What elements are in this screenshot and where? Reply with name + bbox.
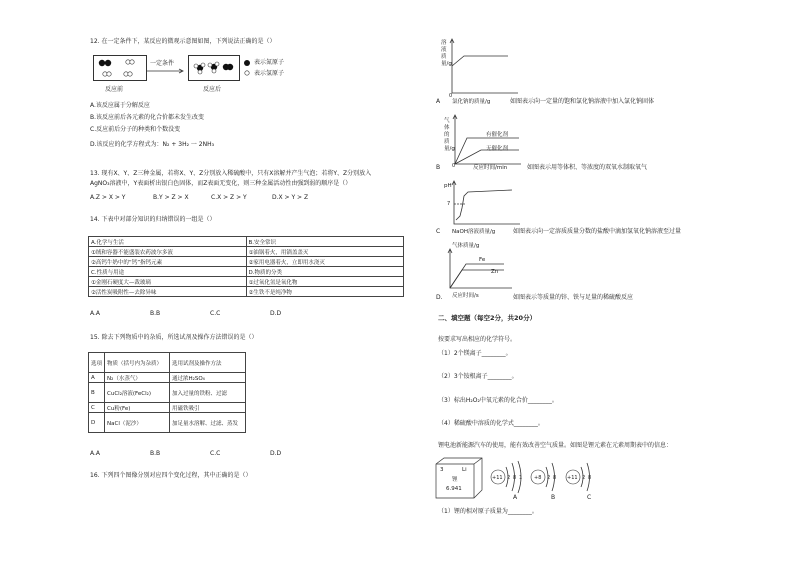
q13-line1: 13. 现有X、Y、Z三种金属，若将X、Y、Z分别放入稀硫酸中，只有X溶解并产生气泡；若将Y、Z分别放入: [90, 170, 372, 177]
element-card: [434, 456, 484, 500]
table-cell: D: [89, 413, 105, 433]
q14-option-b: B.B: [150, 310, 161, 317]
atom-b: [531, 463, 556, 491]
q15-option-d: D.D: [270, 450, 282, 457]
q15-table: [88, 352, 246, 433]
table-cell: 加入过量的铁粉、过滤: [170, 383, 246, 403]
graph-a-ylabel: 溶液质量/g: [441, 40, 452, 67]
table-cell: 通过浓H₂SO₄: [170, 373, 246, 383]
graph-d-line1: Fe: [479, 257, 486, 263]
graph-d-plot: [446, 248, 516, 290]
table-cell: N₂（水蒸气）: [105, 373, 170, 383]
table-header: 物质（括号内为杂质）: [105, 353, 170, 373]
q14-option-d: D.D: [270, 310, 282, 317]
q16-stem: 16. 下列四个图像分别对应四个变化过程，其中正确的是（）: [90, 472, 252, 479]
product-molecules: [188, 55, 240, 81]
q12-option-d: D.该反应的化学方程式为：N₂ + 3H₂ 一 2NH₃: [90, 141, 215, 148]
table-cell: Cu粉(Fe): [105, 403, 170, 413]
q15-option-c: C.C: [210, 450, 221, 457]
fill-item-1: （1）2个镁离子________。: [438, 350, 512, 357]
graph-a-origin: 0: [449, 93, 453, 99]
graph-c-xlabel: NaOH溶液质量/g: [452, 229, 496, 235]
table-row: [89, 277, 404, 287]
svg-text:8: 8: [588, 475, 592, 481]
graph-b-plot: [453, 114, 523, 166]
q13-line2: AgNO₃溶液中，Y表面析出银白色固体，而Z表面无变化，则三种金属活动性由强到弱的顺序是（）: [90, 180, 352, 187]
graph-b-ylabel: 气体的质量/g: [444, 118, 455, 152]
graph-d-letter: D.: [436, 294, 443, 301]
svg-text:2: 2: [547, 475, 551, 481]
graph-a-xlabel: 氯化钠的质量/g: [452, 99, 491, 105]
table-cell: NaCl（泥沙）: [105, 413, 170, 433]
table-row: [89, 267, 404, 277]
svg-text:8: 8: [553, 475, 557, 481]
table-cell: C.性质与用途: [89, 267, 247, 277]
table-cell: C: [89, 403, 105, 413]
q12-stem: 12. 在一定条件下，某反应的微观示意图如图，下列说法正确的是（）: [90, 38, 276, 45]
table-cell: ①金刚石硬度大—裁玻璃: [89, 277, 247, 287]
graph-b-line2: 无催化剂: [486, 146, 509, 152]
table-cell: CuCl₂溶液(FeCl₂): [105, 383, 170, 403]
graph-d-line2: Zn: [491, 269, 499, 275]
graph-d-caption: 如图表示等质量的锌、铁与足量的稀硫酸反应: [513, 294, 634, 301]
atom-label-c: C: [587, 494, 592, 501]
table-cell: ②活性炭吸附性—去除异味: [89, 287, 247, 297]
atom-a: [491, 461, 522, 493]
graph-b-origin: 0: [452, 163, 456, 169]
svg-text:+11: +11: [567, 475, 578, 481]
table-cell: 加足量水溶解、过滤、蒸发: [170, 413, 246, 433]
graph-a-caption: 如图表示向一定量的饱和氯化钠溶液中加入氯化钠固体: [510, 98, 655, 105]
table-row: [89, 247, 404, 257]
table-row: [89, 403, 246, 413]
atom-label-b: B: [551, 494, 556, 501]
svg-text:2: 2: [582, 475, 586, 481]
legend-atoms: [243, 59, 251, 79]
table-header: 选项: [89, 353, 105, 373]
table-cell: ②生铁不是纯净物: [246, 287, 404, 297]
legend-nitrogen: 表示氮原子: [254, 59, 285, 66]
reactant-molecules: [93, 55, 147, 81]
q14-table: [88, 236, 404, 297]
q14-stem: 14. 下表中对部分知识的归纳错误的一组是（）: [90, 216, 216, 223]
svg-text:+8: +8: [534, 475, 542, 481]
element-mass: 6.941: [446, 486, 462, 492]
table-cell: 用磁铁吸引: [170, 403, 246, 413]
table-cell: B: [89, 383, 105, 403]
q12-option-a: A.该反应属于分解反应: [90, 102, 150, 109]
reaction-arrow: [146, 68, 186, 74]
table-cell: ②家用电器着火，立即用水浇灭: [246, 257, 404, 267]
table-row: [89, 287, 404, 297]
element-name: 锂: [452, 477, 458, 483]
legend-hydrogen: 表示氢原子: [254, 70, 285, 77]
graph-a-plot: [450, 38, 520, 96]
fill-item-2: （2）3个铵根离子________。: [438, 373, 518, 380]
table-row: [89, 237, 404, 247]
q14-option-c: C.C: [210, 310, 221, 317]
atom-c: [566, 463, 591, 491]
graph-b-letter: B: [436, 164, 441, 171]
atom-label-a: A: [513, 494, 518, 501]
graph-c-letter: C: [436, 228, 441, 235]
svg-text:8: 8: [513, 475, 517, 481]
table-cell: A.化学与生活: [89, 237, 247, 247]
q14-option-a: A.A: [90, 310, 101, 317]
fill-last: （1）锂的相对原子质量为________。: [438, 508, 538, 515]
section2-heading: 二、填空题（每空2分，共20分）: [438, 314, 537, 322]
graph-c-caption: 如图表示向一定溶质质量分数的盐酸中滴加氢氧化钠溶液至过量: [513, 228, 682, 235]
svg-text:2: 2: [507, 475, 511, 481]
table-header: 选用试剂及操作方法: [170, 353, 246, 373]
q15-option-a: A.A: [90, 450, 101, 457]
table-row: [89, 257, 404, 267]
lithium-passage: 锂电池新能源汽车的使用，能有效改善空气质量。如图是锂元素在元素周期表中的信息：: [438, 442, 673, 449]
table-cell: ①油锅着火，用锅盖盖灭: [246, 247, 404, 257]
q15-option-b: B.B: [150, 450, 161, 457]
graph-b-line1: 有催化剂: [486, 132, 509, 138]
q12-option-b: B.该反应前后各元素的化合价都未发生改变: [90, 114, 205, 121]
element-symbol: Li: [462, 467, 467, 473]
q12-option-c: C.反应前后分子的种类和个数没变: [90, 126, 181, 133]
graph-a-letter: A: [436, 98, 441, 105]
table-cell: A: [89, 373, 105, 383]
after-label: 反应后: [203, 86, 222, 93]
atom-structures: [486, 455, 606, 499]
reaction-condition: 一定条件: [150, 60, 175, 67]
table-cell: D.物质的分类: [246, 267, 404, 277]
table-cell: ②高钙牛奶中的“钙”指钙元素: [89, 257, 247, 267]
table-row: [89, 373, 246, 383]
graph-d-ylabel: 气体质量/g: [452, 243, 480, 249]
section2-intro: 按要求写出相应的化学符号。: [438, 336, 517, 343]
svg-text:+11: +11: [492, 475, 503, 481]
table-cell: B.安全常识: [246, 237, 404, 247]
q13-option-b: B.Y > Z > X: [153, 194, 189, 201]
before-label: 反应前: [105, 86, 124, 93]
graph-b-caption: 如图表示用等体积、等浓度的双氧水制取氧气: [527, 164, 648, 171]
element-number: 3: [440, 467, 444, 473]
q15-stem: 15. 除去下列物质中的杂质，所选试剂及操作方法错误的是（）: [90, 334, 258, 341]
q13-option-c: C.X > Z > Y: [211, 194, 247, 201]
table-cell: ①过氧化氢是氧化物: [246, 277, 404, 287]
graph-c-tick: 7: [447, 201, 451, 207]
fill-item-3: （3）标出H₂O₂中氧元素的化合价________。: [438, 397, 558, 404]
table-cell: ①绒和容器不能盛装农药波尔多液: [89, 247, 247, 257]
q13-option-a: A.Z > X > Y: [90, 194, 126, 201]
graph-b-xlabel: 反应时间/min: [473, 165, 508, 171]
table-row: [89, 383, 246, 403]
q13-option-d: D.X > Y > Z: [272, 194, 309, 201]
fill-item-4: （4）稀硫酸中溶质的化学式________。: [438, 420, 544, 427]
svg-text:1: 1: [519, 475, 523, 481]
graph-d-xlabel: 反应时间/s: [452, 293, 479, 299]
graph-c-ylabel: pH: [444, 183, 452, 189]
graph-c-plot: [452, 180, 522, 226]
table-row: [89, 353, 246, 373]
table-row: [89, 413, 246, 433]
